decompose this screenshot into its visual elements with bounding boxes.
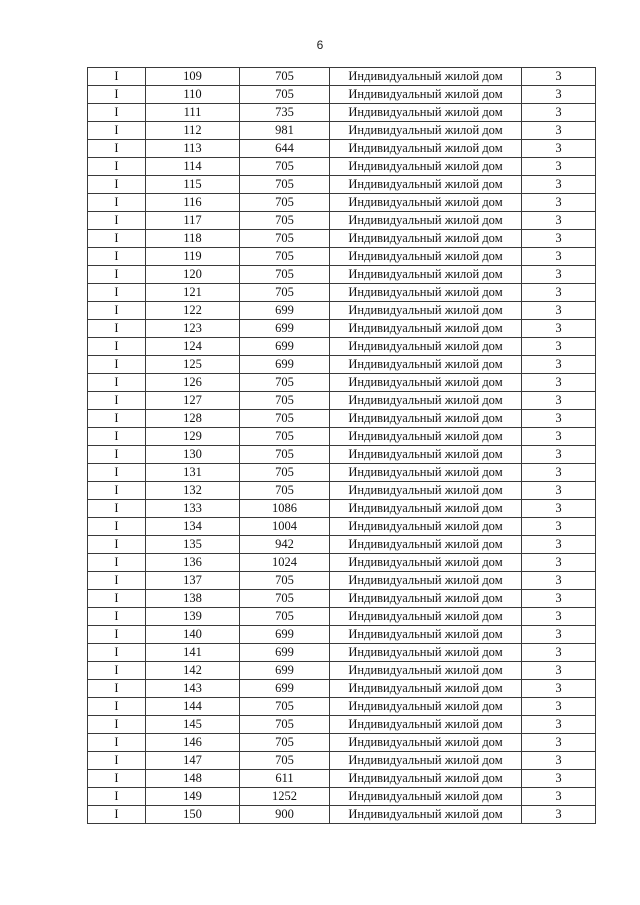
zone-cell: I xyxy=(88,338,146,356)
category-cell: 3 xyxy=(522,86,596,104)
category-cell: 3 xyxy=(522,464,596,482)
category-cell: 3 xyxy=(522,788,596,806)
table-row xyxy=(88,374,596,392)
zone-cell: I xyxy=(88,212,146,230)
zone-cell: I xyxy=(88,230,146,248)
area-cell: 699 xyxy=(240,356,330,374)
table-row xyxy=(88,590,596,608)
usage-type-cell: Индивидуальный жилой дом xyxy=(330,428,522,446)
plot-number-cell: 148 xyxy=(146,770,240,788)
area-cell: 1024 xyxy=(240,554,330,572)
usage-type-cell: Индивидуальный жилой дом xyxy=(330,104,522,122)
zone-cell: I xyxy=(88,680,146,698)
zone-cell: I xyxy=(88,608,146,626)
category-cell: 3 xyxy=(522,500,596,518)
usage-type-cell: Индивидуальный жилой дом xyxy=(330,518,522,536)
plot-number-cell: 138 xyxy=(146,590,240,608)
category-cell: 3 xyxy=(522,644,596,662)
category-cell: 3 xyxy=(522,338,596,356)
area-cell: 705 xyxy=(240,284,330,302)
zone-cell: I xyxy=(88,284,146,302)
plot-number-cell: 130 xyxy=(146,446,240,464)
zone-cell: I xyxy=(88,320,146,338)
area-cell: 705 xyxy=(240,428,330,446)
plot-number-cell: 145 xyxy=(146,716,240,734)
table-row xyxy=(88,356,596,374)
plot-number-cell: 114 xyxy=(146,158,240,176)
plot-number-cell: 141 xyxy=(146,644,240,662)
table-row xyxy=(88,626,596,644)
zone-cell: I xyxy=(88,176,146,194)
zone-cell: I xyxy=(88,734,146,752)
zone-cell: I xyxy=(88,86,146,104)
category-cell: 3 xyxy=(522,374,596,392)
plot-number-cell: 126 xyxy=(146,374,240,392)
usage-type-cell: Индивидуальный жилой дом xyxy=(330,644,522,662)
usage-type-cell: Индивидуальный жилой дом xyxy=(330,680,522,698)
category-cell: 3 xyxy=(522,104,596,122)
category-cell: 3 xyxy=(522,482,596,500)
page-number: 6 xyxy=(316,38,324,52)
category-cell: 3 xyxy=(522,140,596,158)
zone-cell: I xyxy=(88,392,146,410)
usage-type-cell: Индивидуальный жилой дом xyxy=(330,212,522,230)
area-cell: 705 xyxy=(240,374,330,392)
area-cell: 699 xyxy=(240,644,330,662)
table-row xyxy=(88,518,596,536)
zone-cell: I xyxy=(88,644,146,662)
plot-number-cell: 113 xyxy=(146,140,240,158)
category-cell: 3 xyxy=(522,770,596,788)
category-cell: 3 xyxy=(522,176,596,194)
category-cell: 3 xyxy=(522,68,596,86)
area-cell: 705 xyxy=(240,176,330,194)
table-row xyxy=(88,122,596,140)
area-cell: 705 xyxy=(240,230,330,248)
category-cell: 3 xyxy=(522,158,596,176)
area-cell: 705 xyxy=(240,446,330,464)
area-cell: 705 xyxy=(240,752,330,770)
table-body xyxy=(88,68,596,824)
category-cell: 3 xyxy=(522,680,596,698)
zone-cell: I xyxy=(88,518,146,536)
zone-cell: I xyxy=(88,590,146,608)
area-cell: 699 xyxy=(240,320,330,338)
zone-cell: I xyxy=(88,482,146,500)
usage-type-cell: Индивидуальный жилой дом xyxy=(330,500,522,518)
usage-type-cell: Индивидуальный жилой дом xyxy=(330,338,522,356)
area-cell: 705 xyxy=(240,734,330,752)
category-cell: 3 xyxy=(522,698,596,716)
zone-cell: I xyxy=(88,122,146,140)
area-cell: 705 xyxy=(240,608,330,626)
plot-number-cell: 112 xyxy=(146,122,240,140)
table-row xyxy=(88,788,596,806)
usage-type-cell: Индивидуальный жилой дом xyxy=(330,482,522,500)
usage-type-cell: Индивидуальный жилой дом xyxy=(330,662,522,680)
table-row xyxy=(88,266,596,284)
usage-type-cell: Индивидуальный жилой дом xyxy=(330,374,522,392)
table-row xyxy=(88,716,596,734)
plot-number-cell: 144 xyxy=(146,698,240,716)
plot-number-cell: 127 xyxy=(146,392,240,410)
table-row xyxy=(88,68,596,86)
zone-cell: I xyxy=(88,266,146,284)
usage-type-cell: Индивидуальный жилой дом xyxy=(330,572,522,590)
usage-type-cell: Индивидуальный жилой дом xyxy=(330,788,522,806)
land-plots-table xyxy=(87,67,596,824)
category-cell: 3 xyxy=(522,572,596,590)
area-cell: 705 xyxy=(240,248,330,266)
zone-cell: I xyxy=(88,104,146,122)
plot-number-cell: 110 xyxy=(146,86,240,104)
area-cell: 644 xyxy=(240,140,330,158)
plot-number-cell: 129 xyxy=(146,428,240,446)
table-row xyxy=(88,446,596,464)
usage-type-cell: Индивидуальный жилой дом xyxy=(330,248,522,266)
category-cell: 3 xyxy=(522,392,596,410)
plot-number-cell: 120 xyxy=(146,266,240,284)
plot-number-cell: 111 xyxy=(146,104,240,122)
table-row xyxy=(88,806,596,824)
table-row xyxy=(88,284,596,302)
usage-type-cell: Индивидуальный жилой дом xyxy=(330,356,522,374)
table-row xyxy=(88,194,596,212)
zone-cell: I xyxy=(88,716,146,734)
plot-number-cell: 131 xyxy=(146,464,240,482)
plot-number-cell: 115 xyxy=(146,176,240,194)
area-cell: 705 xyxy=(240,590,330,608)
category-cell: 3 xyxy=(522,266,596,284)
table-row xyxy=(88,536,596,554)
usage-type-cell: Индивидуальный жилой дом xyxy=(330,194,522,212)
category-cell: 3 xyxy=(522,428,596,446)
usage-type-cell: Индивидуальный жилой дом xyxy=(330,176,522,194)
usage-type-cell: Индивидуальный жилой дом xyxy=(330,716,522,734)
usage-type-cell: Индивидуальный жилой дом xyxy=(330,734,522,752)
plot-number-cell: 136 xyxy=(146,554,240,572)
plot-number-cell: 118 xyxy=(146,230,240,248)
plot-number-cell: 149 xyxy=(146,788,240,806)
plot-number-cell: 140 xyxy=(146,626,240,644)
area-cell: 705 xyxy=(240,464,330,482)
zone-cell: I xyxy=(88,446,146,464)
area-cell: 705 xyxy=(240,482,330,500)
usage-type-cell: Индивидуальный жилой дом xyxy=(330,122,522,140)
category-cell: 3 xyxy=(522,302,596,320)
zone-cell: I xyxy=(88,428,146,446)
category-cell: 3 xyxy=(522,716,596,734)
table-row xyxy=(88,230,596,248)
usage-type-cell: Индивидуальный жилой дом xyxy=(330,590,522,608)
zone-cell: I xyxy=(88,770,146,788)
table-row xyxy=(88,644,596,662)
plot-number-cell: 116 xyxy=(146,194,240,212)
plot-number-cell: 137 xyxy=(146,572,240,590)
usage-type-cell: Индивидуальный жилой дом xyxy=(330,554,522,572)
area-cell: 705 xyxy=(240,698,330,716)
plot-number-cell: 150 xyxy=(146,806,240,824)
category-cell: 3 xyxy=(522,194,596,212)
zone-cell: I xyxy=(88,788,146,806)
usage-type-cell: Индивидуальный жилой дом xyxy=(330,464,522,482)
area-cell: 705 xyxy=(240,68,330,86)
plot-number-cell: 147 xyxy=(146,752,240,770)
category-cell: 3 xyxy=(522,446,596,464)
area-cell: 1004 xyxy=(240,518,330,536)
plot-number-cell: 123 xyxy=(146,320,240,338)
plot-number-cell: 139 xyxy=(146,608,240,626)
usage-type-cell: Индивидуальный жилой дом xyxy=(330,284,522,302)
category-cell: 3 xyxy=(522,662,596,680)
area-cell: 735 xyxy=(240,104,330,122)
area-cell: 1252 xyxy=(240,788,330,806)
table-row xyxy=(88,320,596,338)
plot-number-cell: 133 xyxy=(146,500,240,518)
category-cell: 3 xyxy=(522,734,596,752)
area-cell: 705 xyxy=(240,572,330,590)
usage-type-cell: Индивидуальный жилой дом xyxy=(330,626,522,644)
table-row xyxy=(88,140,596,158)
zone-cell: I xyxy=(88,158,146,176)
usage-type-cell: Индивидуальный жилой дом xyxy=(330,806,522,824)
area-cell: 611 xyxy=(240,770,330,788)
zone-cell: I xyxy=(88,356,146,374)
zone-cell: I xyxy=(88,536,146,554)
table-row xyxy=(88,410,596,428)
zone-cell: I xyxy=(88,248,146,266)
zone-cell: I xyxy=(88,554,146,572)
area-cell: 942 xyxy=(240,536,330,554)
plot-number-cell: 121 xyxy=(146,284,240,302)
area-cell: 705 xyxy=(240,86,330,104)
usage-type-cell: Индивидуальный жилой дом xyxy=(330,230,522,248)
plot-number-cell: 125 xyxy=(146,356,240,374)
table-row xyxy=(88,572,596,590)
zone-cell: I xyxy=(88,752,146,770)
area-cell: 705 xyxy=(240,410,330,428)
category-cell: 3 xyxy=(522,320,596,338)
usage-type-cell: Индивидуальный жилой дом xyxy=(330,536,522,554)
table-row xyxy=(88,662,596,680)
zone-cell: I xyxy=(88,194,146,212)
plot-number-cell: 124 xyxy=(146,338,240,356)
category-cell: 3 xyxy=(522,284,596,302)
table-row xyxy=(88,104,596,122)
area-cell: 699 xyxy=(240,302,330,320)
zone-cell: I xyxy=(88,572,146,590)
area-cell: 699 xyxy=(240,680,330,698)
category-cell: 3 xyxy=(522,212,596,230)
table-row xyxy=(88,464,596,482)
plot-number-cell: 109 xyxy=(146,68,240,86)
category-cell: 3 xyxy=(522,230,596,248)
usage-type-cell: Индивидуальный жилой дом xyxy=(330,86,522,104)
usage-type-cell: Индивидуальный жилой дом xyxy=(330,140,522,158)
area-cell: 699 xyxy=(240,338,330,356)
zone-cell: I xyxy=(88,464,146,482)
table-row xyxy=(88,752,596,770)
table-row xyxy=(88,302,596,320)
table-row xyxy=(88,680,596,698)
zone-cell: I xyxy=(88,374,146,392)
table-row xyxy=(88,248,596,266)
area-cell: 1086 xyxy=(240,500,330,518)
plot-number-cell: 146 xyxy=(146,734,240,752)
zone-cell: I xyxy=(88,302,146,320)
table-row xyxy=(88,392,596,410)
zone-cell: I xyxy=(88,68,146,86)
usage-type-cell: Индивидуальный жилой дом xyxy=(330,320,522,338)
table-row xyxy=(88,698,596,716)
area-cell: 705 xyxy=(240,716,330,734)
area-cell: 705 xyxy=(240,266,330,284)
category-cell: 3 xyxy=(522,122,596,140)
plot-number-cell: 143 xyxy=(146,680,240,698)
category-cell: 3 xyxy=(522,410,596,428)
usage-type-cell: Индивидуальный жилой дом xyxy=(330,770,522,788)
category-cell: 3 xyxy=(522,554,596,572)
table-row xyxy=(88,86,596,104)
area-cell: 705 xyxy=(240,194,330,212)
category-cell: 3 xyxy=(522,806,596,824)
table-row xyxy=(88,338,596,356)
area-cell: 705 xyxy=(240,392,330,410)
usage-type-cell: Индивидуальный жилой дом xyxy=(330,698,522,716)
zone-cell: I xyxy=(88,500,146,518)
area-cell: 705 xyxy=(240,158,330,176)
plot-number-cell: 135 xyxy=(146,536,240,554)
usage-type-cell: Индивидуальный жилой дом xyxy=(330,752,522,770)
table-row xyxy=(88,770,596,788)
zone-cell: I xyxy=(88,410,146,428)
table-row xyxy=(88,734,596,752)
table-row xyxy=(88,482,596,500)
category-cell: 3 xyxy=(522,590,596,608)
plot-number-cell: 119 xyxy=(146,248,240,266)
plot-number-cell: 134 xyxy=(146,518,240,536)
category-cell: 3 xyxy=(522,356,596,374)
category-cell: 3 xyxy=(522,608,596,626)
plot-number-cell: 142 xyxy=(146,662,240,680)
usage-type-cell: Индивидуальный жилой дом xyxy=(330,302,522,320)
usage-type-cell: Индивидуальный жилой дом xyxy=(330,68,522,86)
usage-type-cell: Индивидуальный жилой дом xyxy=(330,446,522,464)
area-cell: 981 xyxy=(240,122,330,140)
plot-number-cell: 132 xyxy=(146,482,240,500)
plot-number-cell: 128 xyxy=(146,410,240,428)
table-row xyxy=(88,428,596,446)
zone-cell: I xyxy=(88,140,146,158)
area-cell: 699 xyxy=(240,662,330,680)
zone-cell: I xyxy=(88,626,146,644)
usage-type-cell: Индивидуальный жилой дом xyxy=(330,608,522,626)
category-cell: 3 xyxy=(522,536,596,554)
zone-cell: I xyxy=(88,662,146,680)
table-row xyxy=(88,176,596,194)
usage-type-cell: Индивидуальный жилой дом xyxy=(330,158,522,176)
category-cell: 3 xyxy=(522,626,596,644)
zone-cell: I xyxy=(88,698,146,716)
plot-number-cell: 117 xyxy=(146,212,240,230)
area-cell: 705 xyxy=(240,212,330,230)
area-cell: 699 xyxy=(240,626,330,644)
usage-type-cell: Индивидуальный жилой дом xyxy=(330,266,522,284)
usage-type-cell: Индивидуальный жилой дом xyxy=(330,392,522,410)
table-row xyxy=(88,608,596,626)
table-row xyxy=(88,212,596,230)
category-cell: 3 xyxy=(522,248,596,266)
table-row xyxy=(88,158,596,176)
area-cell: 900 xyxy=(240,806,330,824)
plot-number-cell: 122 xyxy=(146,302,240,320)
usage-type-cell: Индивидуальный жилой дом xyxy=(330,410,522,428)
category-cell: 3 xyxy=(522,752,596,770)
table-row xyxy=(88,554,596,572)
category-cell: 3 xyxy=(522,518,596,536)
zone-cell: I xyxy=(88,806,146,824)
table-row xyxy=(88,500,596,518)
